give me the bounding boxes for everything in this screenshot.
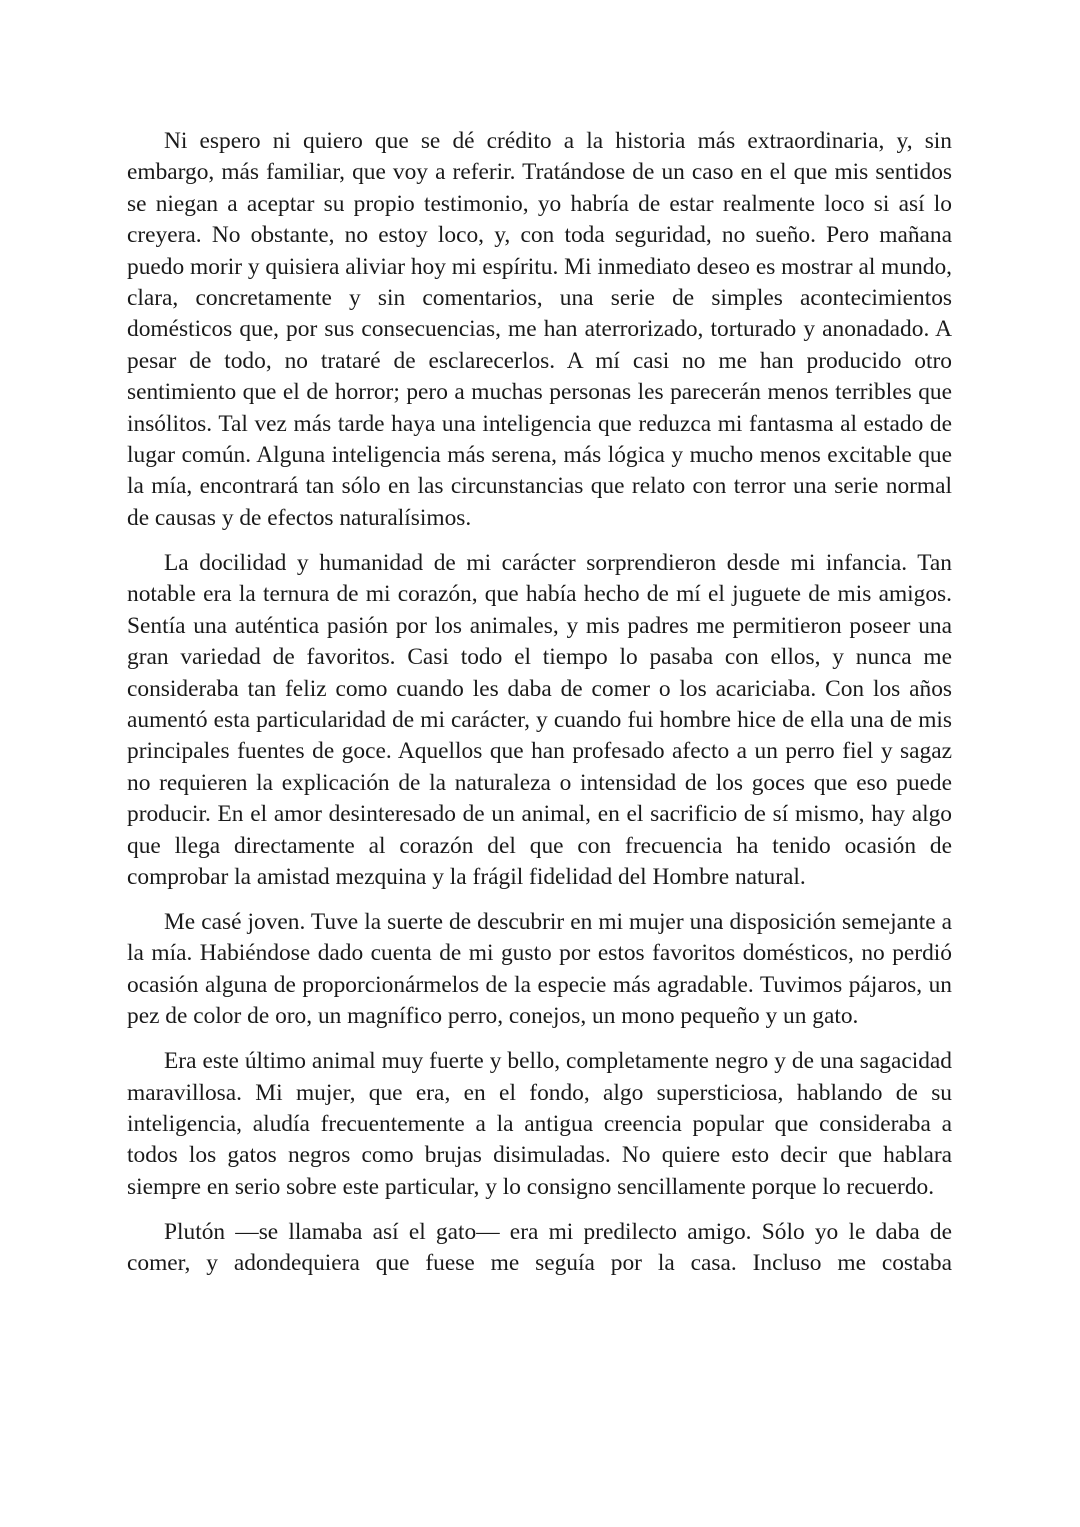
paragraph-3: Me casé joven. Tuve la suerte de descubrir en mi mujer una disposición semejante a la mía. Habiéndose dado cuenta de mi gusto por estos favoritos domésticos, no perdió ocasión alguna de proporcionármelos de la especie más agradable. Tuvimos pájaros, un pez de color de oro, un magnífico perro, conejos, un mono pequeño y un gato. [127,908,952,1030]
document-page [127,126,952,1293]
paragraph-5: Plutón —se llamaba así el gato— era mi predilecto amigo. Sólo yo le daba de comer, y adondequiera que fuese me seguía por la casa. Incluso me costaba [127,1218,952,1277]
paragraph-1: Ni espero ni quiero que se dé crédito a la historia más extraordinaria, y, sin embargo, más familiar, que voy a referir. Tratándose de un caso en el que mis sentidos se niegan a aceptar su propio testimonio, yo habría de estar realmente loco si así lo creyera. No obstante, no estoy loco, y, con toda seguridad, no sueño. Pero mañana puedo morir y quisiera aliviar hoy mi espíritu. Mi inmediato deseo es mostrar al mundo, clara, concretamente y sin comentarios, una serie de simples acontecimientos domésticos que, por sus consecuencias, me han aterrorizado, torturado y anonadado. A pesar de todo, no trataré de esclarecerlos. A mí casi no me han producido otro sentimiento que el de horror; pero a muchas personas les parecerán menos terribles que insólitos. Tal vez más tarde haya una inteligencia que reduzca mi fantasma al estado de lugar común. Alguna inteligencia más serena, más lógica y mucho menos excitable que la mía, encontrará tan sólo en las circunstancias que relato con terror una serie normal de causas y de efectos naturalísimos. [127,128,952,531]
paragraph-4: Era este último animal muy fuerte y bello, completamente negro y de una sagacidad maravillosa. Mi mujer, que era, en el fondo, algo supersticiosa, hablando de su inteligencia, aludía frecuentemente a la antigua creencia popular que consideraba a todos los gatos negros como brujas disimuladas. No quiere esto decir que hablara siempre en serio sobre este particular, y lo consigno sencillamente porque lo recuerdo. [127,1048,952,1200]
paragraph-2: La docilidad y humanidad de mi carácter sorprendieron desde mi infancia. Tan notable era la ternura de mi corazón, que había hecho de mí el juguete de mis amigos. Sentía una auténtica pasión por los animales, y mis padres me permitieron poseer una gran variedad de favoritos. Casi todo el tiempo lo pasaba con ellos, y nunca me consideraba tan feliz como cuando les daba de comer o los acariciaba. Con los años aumentó esta particularidad de mi carácter, y cuando fui hombre hice de ella una de mis principales fuentes de goce. Aquellos que han profesado afecto a un perro fiel y sagaz no requieren la explicación de la naturaleza o intensidad de los goces que eso puede producir. En el amor desinteresado de un animal, en el sacrificio de sí mismo, hay algo que llega directamente al corazón del que con frecuencia ha tenido ocasión de comprobar la amistad mezquina y la frágil fidelidad del Hombre natural. [127,549,952,890]
